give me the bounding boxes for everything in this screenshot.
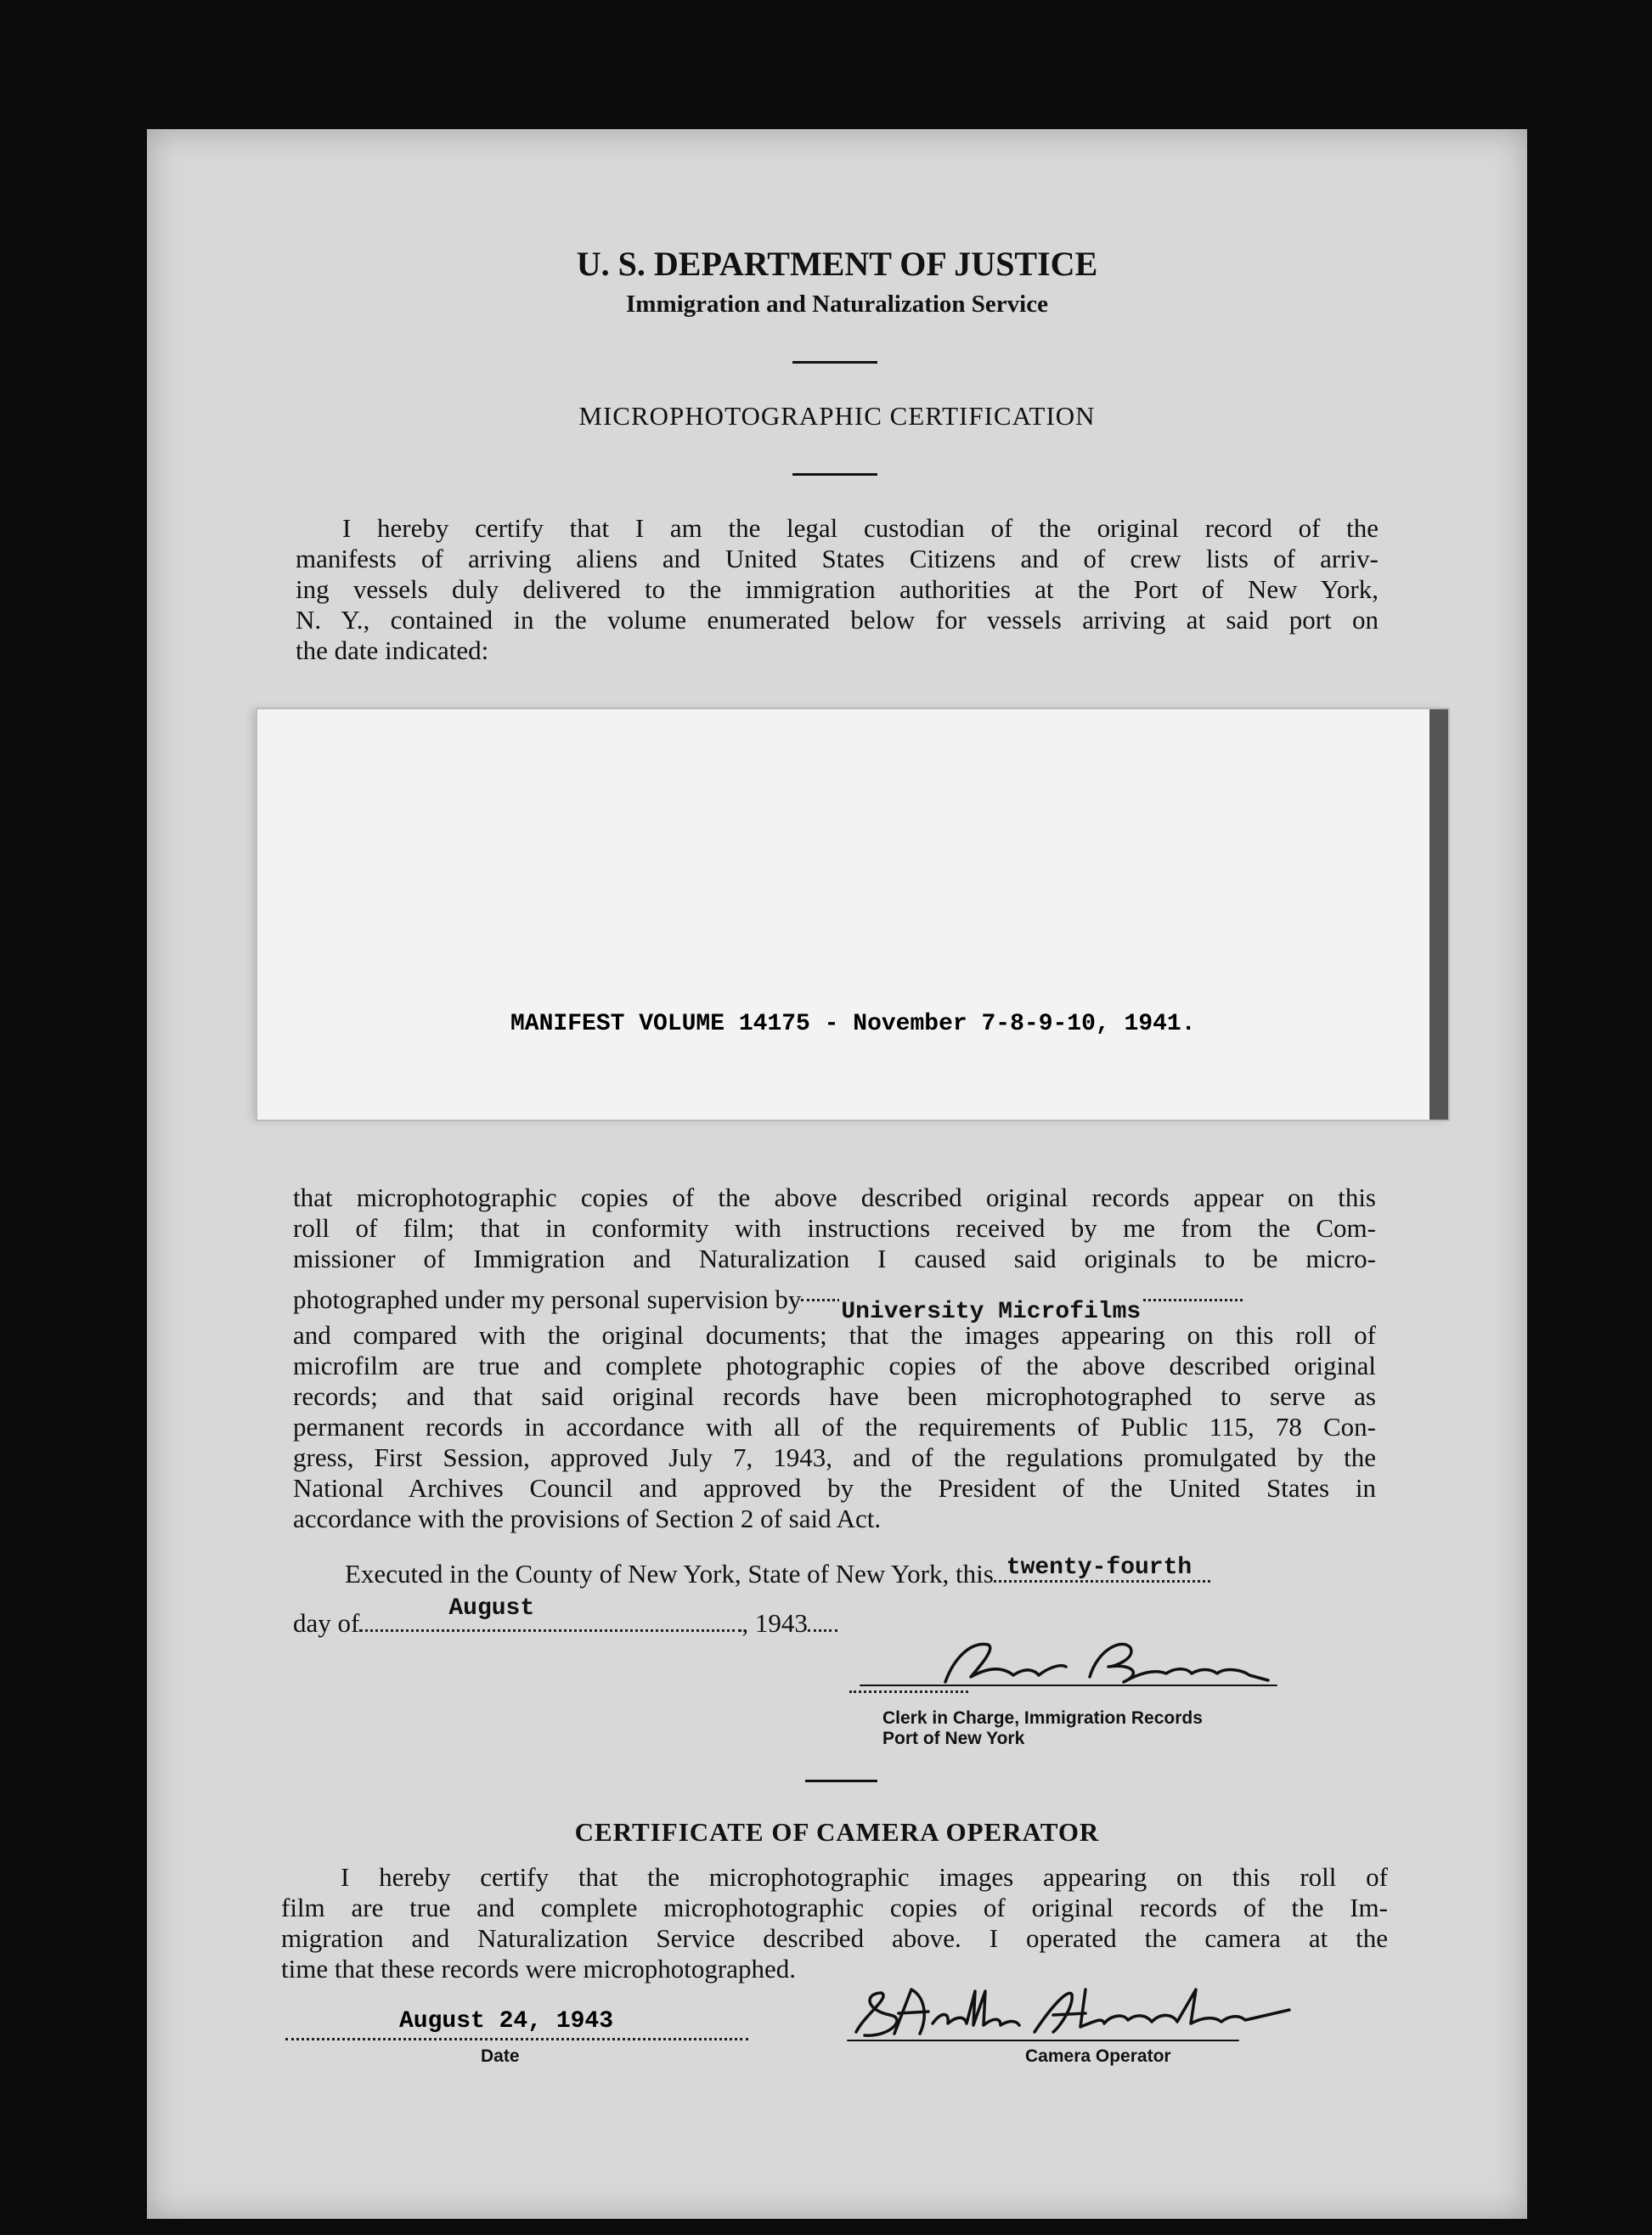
body-line: microfilm are true and complete photographic copies of the above described original bbox=[293, 1351, 1376, 1380]
day-of-line bbox=[293, 1595, 837, 1639]
body-line: National Archives Council and approved by the President of the United States in bbox=[293, 1473, 1376, 1503]
camera-date-line bbox=[285, 2038, 748, 2040]
camera-line: film are true and complete microphotographic copies of original records of the Im- bbox=[281, 1893, 1388, 1922]
certification-body bbox=[293, 1182, 1376, 1274]
camera-operator-title: CERTIFICATE OF CAMERA OPERATOR bbox=[574, 1817, 1100, 1847]
body-line: roll of film; that in conformity with instructions received by me from the Com- bbox=[293, 1213, 1376, 1243]
divider bbox=[792, 361, 877, 364]
divider bbox=[805, 1780, 877, 1782]
department-heading: U. S. DEPARTMENT OF JUSTICE bbox=[576, 245, 1098, 283]
executed-year: , 1943 bbox=[741, 1608, 808, 1638]
day-of-label: day of bbox=[293, 1608, 360, 1638]
body-line: accordance with the provisions of Section 2 of said Act. bbox=[293, 1504, 882, 1533]
body-line: permanent records in accordance with all of the requirements of Public 115, 78 Con- bbox=[293, 1412, 1376, 1442]
body-line: gress, First Session, approved July 7, 1943, and of the regulations promulgated by the bbox=[293, 1442, 1376, 1472]
supervision-fill-line bbox=[801, 1299, 1243, 1325]
camera-operator-signature bbox=[831, 1973, 1306, 2053]
body-line: and compared with the original documents; that the images appearing on this roll of bbox=[293, 1320, 1376, 1350]
intro-paragraph bbox=[296, 513, 1379, 666]
intro-line: ing vessels duly delivered to the immigration authorities at the Port of New York, bbox=[296, 574, 1379, 604]
body-line: that microphotographic copies of the above described original records appear on this bbox=[293, 1182, 1376, 1212]
executed-line bbox=[345, 1556, 1210, 1589]
clerk-title-1: Clerk in Charge, Immigration Records bbox=[882, 1708, 1203, 1728]
camera-line: I hereby certify that the microphotographic images appearing on this roll of bbox=[341, 1862, 1388, 1892]
intro-line: manifests of arriving aliens and United States Citizens and of crew lists of arriv- bbox=[296, 544, 1379, 573]
intro-line: N. Y., contained in the volume enumerated below for vessels arriving at said port on bbox=[296, 605, 1379, 635]
certificate-sheet bbox=[147, 129, 1527, 2219]
supervision-prefix: photographed under my personal supervision by bbox=[293, 1284, 802, 1314]
camera-date-value: August 24, 1943 bbox=[399, 2008, 614, 2035]
divider bbox=[792, 473, 877, 476]
executed-prefix: Executed in the County of New York, State of New York, this bbox=[345, 1559, 994, 1589]
executed-day: twenty-fourth bbox=[1006, 1555, 1192, 1581]
supervisor-name: University Microfilms bbox=[839, 1297, 1142, 1328]
camera-operator-paragraph bbox=[281, 1862, 1388, 1984]
camera-line: migration and Naturalization Service described above. I operated the camera at the bbox=[281, 1923, 1388, 1953]
intro-line: I hereby certify that I am the legal custodian of the original record of the bbox=[342, 513, 1379, 543]
supervision-line bbox=[293, 1284, 1376, 1325]
camera-operator-label: Camera Operator bbox=[1025, 2046, 1171, 2066]
executed-day-fill bbox=[994, 1556, 1210, 1583]
manifest-volume-text: MANIFEST VOLUME 14175 - November 7-8-9-10, 1941. bbox=[510, 1011, 1196, 1037]
year-fill bbox=[808, 1611, 837, 1632]
clerk-title-2: Port of New York bbox=[882, 1729, 1025, 1748]
form-title: MICROPHOTOGRAPHIC CERTIFICATION bbox=[578, 401, 1096, 431]
camera-line: time that these records were microphotographed. bbox=[281, 1954, 796, 1984]
camera-date-label: Date bbox=[481, 2046, 520, 2066]
executed-month: August bbox=[448, 1595, 535, 1622]
service-subheading: Immigration and Naturalization Service bbox=[626, 291, 1048, 318]
manifest-volume-slip bbox=[257, 709, 1448, 1120]
intro-line: the date indicated: bbox=[296, 635, 489, 665]
body-line: records; and that said original records have been microphotographed to serve as bbox=[293, 1381, 1376, 1411]
certification-body-continued bbox=[293, 1320, 1376, 1534]
clerk-dotted-line bbox=[849, 1690, 968, 1693]
month-fill bbox=[359, 1595, 741, 1632]
body-line: missioner of Immigration and Naturalization I caused said originals to be micro- bbox=[293, 1244, 1376, 1273]
